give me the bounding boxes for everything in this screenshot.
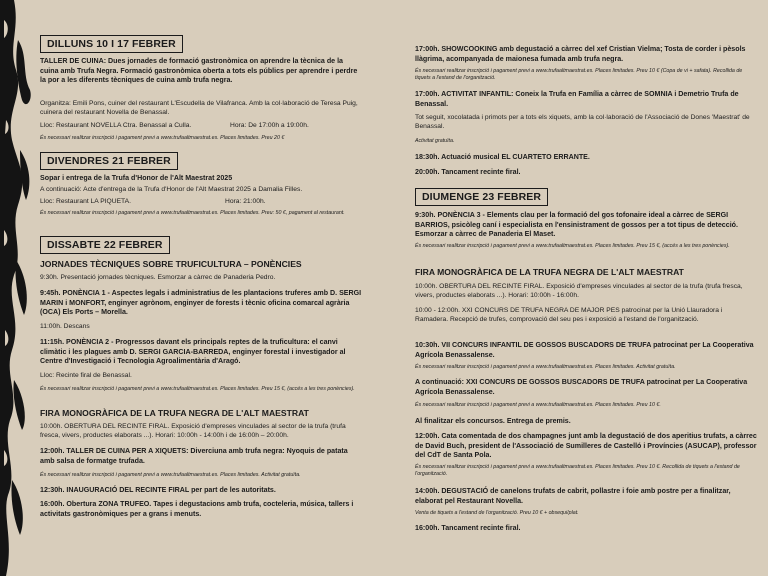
sunday-note-4: És necessari realitzar inscripció i pagament previ a www.trufaaltmaestrat.es. Places limitades. Preu 10 €. Recollida de tiquets a l'estand de l'organització. — [415, 464, 740, 478]
sunday-item-7: 12:00h. Cata comentada de dos champagnes junt amb la degustació de dos aperitius trufats, a càrrec de David Buch, president de l'Associació de Sumilleres de Castelló i Províncies (ASUCAP), professor del CdT de Santa Pola. — [415, 432, 757, 459]
sunday-item-5: A continuació: XXI CONCURS DE GOSSOS BUSCADORS DE TRUFA patrocinat per La Cooperativa Agrícola Benassalense. — [415, 378, 748, 396]
day-header-monday: DILLUNS 10 I 17 FEBRER — [40, 35, 183, 53]
right-item-5: 20:00h. Tancament recinte firal. — [415, 168, 521, 176]
right-note-2: Activitat gratuïta. — [415, 138, 455, 144]
saturday-item-4: 11:15h. PONÈNCIA 2 - Progressos davant els principals reptes de la truficultura: el canvi climàtic i les plagues amb D. SERGI GARCIA-BARREDA, enginyer forestal i investigador al Centre d'Investigació i Tecnologia Agroalimentària d'Aragó. — [40, 338, 346, 365]
friday-lloc-row — [40, 198, 362, 207]
sunday-note-2: És necessari realitzar inscripció i pagament previ a www.trufaaltmaestrat.es. Places limitades. Activitat gratuïta. — [415, 364, 676, 370]
saturday-item-8: 16:00h. Obertura ZONA TRUFEO. Tapes i degustacions amb trufa, cocteleria, música, tallers i activitats gastronòmiques per a grans i menuts. — [40, 500, 354, 518]
monday-lloc: Lloc: Restaurant NOVELLA Ctra. Benassal a Culla. — [40, 122, 192, 129]
saturday-item-3: 11:00h. Descans — [40, 323, 90, 330]
saturday-item-1: 9:30h. Presentació jornades tècniques. Esmorzar a càrrec de Panaderia Pedro. — [40, 274, 276, 281]
saturday-section-title-1: JORNADES TÈCNIQUES SOBRE TRUFICULTURA – PONÈNCIES — [40, 259, 302, 269]
sunday-item-6: Al finalitzar els concursos. Entrega de premis. — [415, 417, 571, 425]
saturday-item-2: 9:45h. PONÈNCIA 1 - Aspectes legals i administratius de les plantacions truferes amb D. SERGI MARIN i MONFORT, enginyer agrònom, enginyer de forests i tècnic oficina comarcal agrària (OCA) Els Ports – Morella. — [40, 289, 362, 316]
sunday-item-2: 10:00h. OBERTURA DEL RECINTE FIRAL. Exposició d'empreses vinculades al sector de la trufa (trufa fresca, vivers, productes elaborats ...). Horari: 10:00h - 16:00h. — [415, 283, 743, 299]
sunday-note-5: Venta de tiquets a l'estand de l'organització. Preu 10 € + obsequi/plat. — [415, 510, 579, 516]
monday-lloc-row — [40, 122, 362, 131]
monday-title: TALLER DE CUINA: Dues jornades de formació gastronòmica on aprendre la tècnica de la cuina amb Trufa Negra. Formació gastronòmica oberta a tots els públics per aprendre i perdre la por a les diferents tècniques de cuina amb trufa negra. — [40, 57, 358, 84]
friday-desc: A continuació: Acte d'entrega de la Trufa d'Honor de l'Alt Maestrat 2025 a Damalia Filles. — [40, 186, 303, 193]
sunday-note-3: És necessari realitzar inscripció i pagament previ a www.trufaaltmaestrat.es. Places limitades. Preu 10 €. — [415, 402, 661, 408]
saturday-item-5: 10:00h. OBERTURA DEL RECINTE FIRAL. Exposició d'empreses vinculades al sector de la trufa (trufa fresca, vivers, productes elaborats ...). Horari: 10:00h - 14:00h i de 16:00h – 20:00h. — [40, 423, 346, 439]
right-item-3: Tot seguit, xocolatada i primots per a tots els xiquets, amb la col·laboració de l'Associació de Dones 'Maestrat' de Benassal. — [415, 114, 750, 130]
right-item-2: 17:00h. ACTIVITAT INFANTIL: Coneix la Trufa en Família a càrrec de SOMNIA i Demetrio Trufa de Benassal. — [415, 90, 739, 108]
saturday-note-2: És necessari realitzar inscripció i pagament previ a www.trufaaltmaestrat.es. Places limitades. Activitat gratuïta. — [40, 472, 301, 478]
right-item-1: 17:00h. SHOWCOOKING amb degustació a càrrec del xef Cristian Vielma; Tosta de corder i pèsols llàgrima, acompanyada de maionesa fumada amb trufa negra. — [415, 45, 746, 63]
sunday-item-8: 14:00h. DEGUSTACIÓ de canelons trufats de cabrit, pollastre i foie amb postre per a finalitzar, elaborat pel Restaurant Novella. — [415, 487, 731, 505]
day-header-friday: DIVENDRES 21 FEBRER — [40, 152, 178, 170]
sunday-item-1: 9:30h. PONÈNCIA 3 - Elements clau per la formació del gos tofonaire ideal a càrrec de SERGI BARRIOS, psicòleg caní i especialista en l'ensinistrament de gossos per a tot tipus de detecció. Esmorzar a càrrec de Panaderia El Maset. — [415, 211, 738, 238]
friday-lloc: Lloc: Restaurant LA PIQUETA. — [40, 198, 131, 205]
right-note-1: És necessari realitzar inscripció i pagament previ a www.trufaaltmaestrat.es. Places limitades. Preu 10 € (Copa de vi + safata). Recollida de tiquets a l'estand de l'organització. — [415, 68, 743, 82]
right-item-4: 18:30h. Actuació musical EL CUARTETO ERRANTE. — [415, 153, 590, 161]
monday-organiza: Organitza: Emili Pons, cuiner del restaurant L'Escudella de Vilafranca. Amb la col·laboració de Teresa Puig, cuinera del restaurant Novella de Benassal. — [40, 100, 358, 116]
day-header-sunday: DIUMENGE 23 FEBRER — [415, 188, 548, 206]
friday-title: Sopar i entrega de la Trufa d'Honor de l'Alt Maestrat 2025 — [40, 174, 233, 182]
sunday-item-3: 10:00 - 12:00h. XXI CONCURS DE TRUFA NEGRA DE MAJOR PES patrocinat per la Unió Llauradora i Ramadera. Recepció de trufes, comprovació del seu pes i exposició a l'estand de l'organització. — [415, 307, 723, 323]
saturday-item-6: 12:00h. TALLER DE CUINA PER A XIQUETS: Diverciuna amb trufa negra: Nyoquis de patata amb salsa de formatge trufada. — [40, 447, 348, 465]
sunday-note-1: És necessari realitzar inscripció i pagament previ a www.trufaaltmaestrat.es. Places limitades. Preu 15 €, (accés a les tres ponències). — [415, 243, 730, 249]
sunday-section-title: FIRA MONOGRÀFICA DE LA TRUFA NEGRA DE L'ALT MAESTRAT — [415, 267, 684, 277]
decorative-pattern — [0, 0, 34, 576]
monday-section — [40, 34, 362, 53]
friday-note: És necessari realitzar inscripció i pagament previ a www.trufaaltmaestrat.es. Places limitades. Preu: 50 €, pagament al restaurant. — [40, 210, 345, 216]
monday-note: És necessari realitzar inscripció i pagament previ a www.trufaaltmaestrat.es. Places limitades. Preu 20 € — [40, 135, 285, 141]
friday-hora: Hora: 21:00h. — [225, 198, 266, 205]
saturday-lloc: Lloc: Recinte firal de Benassal. — [40, 372, 132, 379]
saturday-note-1: És necessari realitzar inscripció i pagament previ a www.trufaaltmaestrat.es. Places limitades. Preu 15 €, (accés a les tres ponències). — [40, 386, 355, 392]
sunday-item-4: 10:30h. VII CONCURS INFANTIL DE GOSSOS BUSCADORS DE TRUFA patrocinat per La Cooperativa Agrícola Benassalense. — [415, 341, 754, 359]
monday-hora: Hora: De 17:00h a 19:00h. — [230, 122, 309, 129]
sunday-item-9: 16:00h. Tancament recinte firal. — [415, 524, 521, 532]
day-header-saturday: DISSABTE 22 FEBRER — [40, 236, 170, 254]
saturday-section-title-2: FIRA MONOGRÀFICA DE LA TRUFA NEGRA DE L'ALT MAESTRAT — [40, 408, 309, 418]
saturday-item-7: 12:30h. INAUGURACIÓ DEL RECINTE FIRAL per part de les autoritats. — [40, 486, 276, 494]
